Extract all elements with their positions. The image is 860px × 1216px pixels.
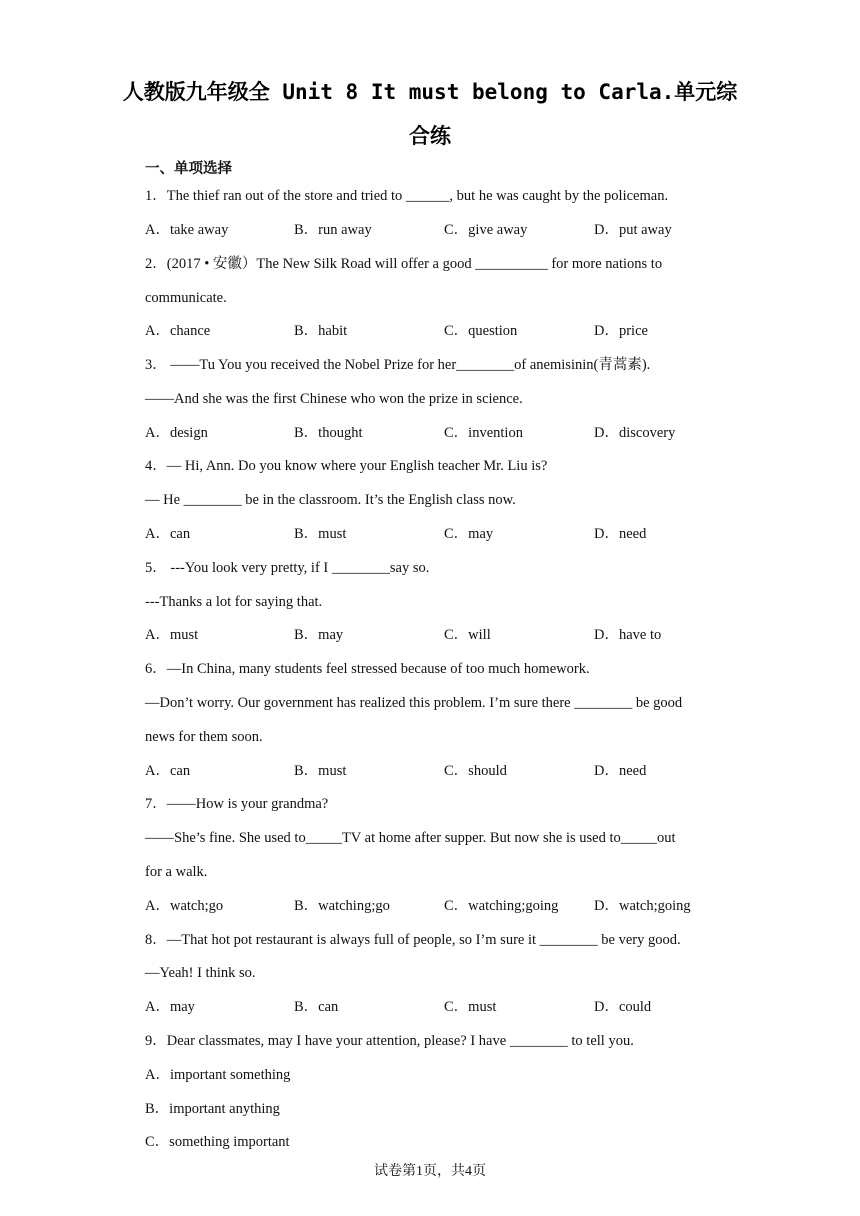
q1-option-a[interactable]: A．take away — [145, 222, 229, 238]
q2-option-d[interactable]: D．price — [594, 323, 648, 339]
title-line-1: 人教版九年级全 Unit 8 It must belong to Carla.单元综 — [122, 80, 738, 104]
q7-option-c[interactable]: C．watching;going — [444, 898, 559, 914]
q5-option-a[interactable]: A．must — [145, 627, 199, 643]
section-heading: 一、单项选择 — [145, 161, 232, 177]
q6-option-a[interactable]: A．can — [145, 763, 191, 779]
page-footer: 试卷第1页，共4页 — [374, 1164, 486, 1179]
question-5-text: 5． ---You look very pretty, if I ________say so. — [145, 560, 430, 576]
q2-option-c[interactable]: C．question — [444, 323, 518, 339]
q3-option-d[interactable]: D．discovery — [594, 425, 676, 441]
question-7-text-cont: ——She’s fine. She used to_____TV at home after supper. But now she is used to_____out — [145, 830, 676, 846]
question-2-text: 2．(2017 • 安徽）The New Silk Road will offer a good __________ for more nations to — [145, 256, 663, 272]
question-2-text-cont: communicate. — [145, 290, 227, 306]
q8-option-a[interactable]: A．may — [145, 999, 195, 1015]
q8-option-b[interactable]: B．can — [294, 999, 339, 1015]
q2-option-b[interactable]: B．habit — [294, 323, 348, 339]
q4-option-b[interactable]: B．must — [294, 526, 347, 542]
q4-option-a[interactable]: A．can — [145, 526, 191, 542]
question-6-text-cont: —Don’t worry. Our government has realized this problem. I’m sure there ________ be good — [145, 695, 683, 711]
q3-option-b[interactable]: B．thought — [294, 425, 363, 441]
question-8-text: 8．—That hot pot restaurant is always full of people, so I’m sure it ________ be very good. — [145, 932, 681, 948]
q5-option-c[interactable]: C．will — [444, 627, 491, 643]
q6-option-b[interactable]: B．must — [294, 763, 347, 779]
q5-option-b[interactable]: B．may — [294, 627, 344, 643]
q1-option-d[interactable]: D．put away — [594, 222, 672, 238]
q6-option-d[interactable]: D．need — [594, 763, 647, 779]
question-6-text: 6．—In China, many students feel stressed because of too much homework. — [145, 661, 590, 677]
question-7-text: 7．——How is your grandma? — [145, 796, 329, 812]
q3-option-c[interactable]: C．invention — [444, 425, 523, 441]
q5-option-d[interactable]: D．have to — [594, 627, 662, 643]
q8-option-d[interactable]: D．could — [594, 999, 652, 1015]
q7-option-a[interactable]: A．watch;go — [145, 898, 224, 914]
question-1-text: 1．The thief ran out of the store and tried to ______, but he was caught by the policeman. — [145, 188, 669, 204]
question-5-text-cont: ---Thanks a lot for saying that. — [145, 594, 323, 610]
question-3-text-cont: ——And she was the first Chinese who won the prize in science. — [145, 391, 523, 407]
title-line-2: 合练 — [409, 124, 451, 148]
q7-option-d[interactable]: D．watch;going — [594, 898, 691, 914]
q9-option-b[interactable]: B．important anything — [145, 1101, 280, 1117]
question-7-text-cont-2: for a walk. — [145, 864, 208, 880]
q6-option-c[interactable]: C．should — [444, 763, 507, 779]
q4-option-c[interactable]: C．may — [444, 526, 494, 542]
question-8-text-cont: —Yeah! I think so. — [145, 965, 256, 981]
q4-option-d[interactable]: D．need — [594, 526, 647, 542]
q8-option-c[interactable]: C．must — [444, 999, 497, 1015]
q3-option-a[interactable]: A．design — [145, 425, 208, 441]
question-6-text-cont-2: news for them soon. — [145, 729, 263, 745]
question-4-text: 4．— Hi, Ann. Do you know where your English teacher Mr. Liu is? — [145, 458, 548, 474]
q2-option-a[interactable]: A．chance — [145, 323, 211, 339]
q9-option-a[interactable]: A．important something — [145, 1067, 291, 1083]
q1-option-b[interactable]: B．run away — [294, 222, 372, 238]
question-9-text: 9．Dear classmates, may I have your attention, please? I have ________ to tell you. — [145, 1033, 634, 1049]
q7-option-b[interactable]: B．watching;go — [294, 898, 390, 914]
q1-option-c[interactable]: C．give away — [444, 222, 528, 238]
q9-option-c[interactable]: C．something important — [145, 1134, 290, 1150]
question-4-text-cont: — He ________ be in the classroom. It’s the English class now. — [145, 492, 516, 508]
question-3-text: 3． ——Tu You you received the Nobel Prize for her________of anemisinin(青蒿素). — [145, 357, 651, 373]
